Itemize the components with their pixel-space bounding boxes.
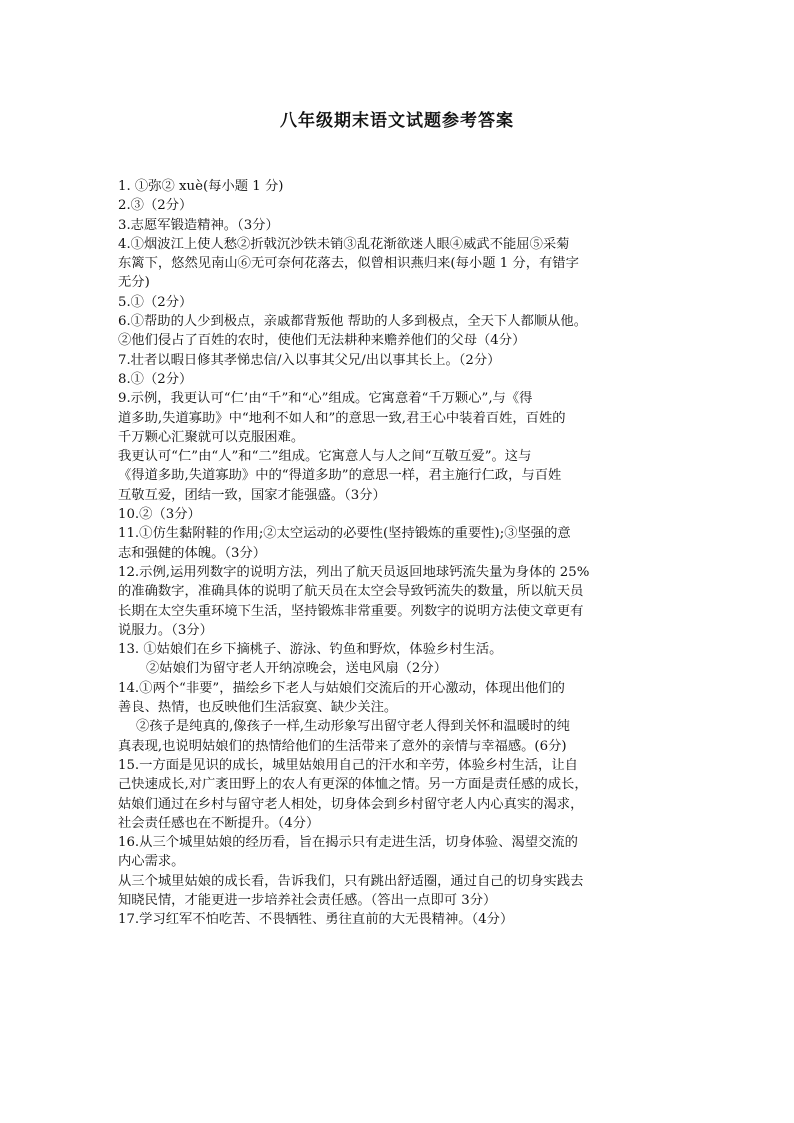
answer-line: ②姑娘们为留守老人开纳凉晚会，送电风扇（2分） [146, 661, 447, 677]
answer-list [118, 177, 688, 930]
answer-line: 14.①两个“非要”，描绘乡下老人与姑娘们交流后的开心激动，体现出他们的 [118, 680, 565, 696]
document-title: 八年级期末语文试题参考答案 [280, 111, 514, 131]
answer-line: 长期在太空失重环境下生活，坚持锻炼非常重要。列数字的说明方法使文章更有 [118, 603, 584, 619]
answer-line: 《得道多助,失道寡助》中的“得道多助”的意思一样，君主施行仁政，与百姓 [118, 468, 562, 484]
answer-line: 2.③（2分） [118, 198, 193, 214]
answer-line: 4.①烟波江上使人愁②折戟沉沙铁未销③乱花渐欲迷人眼④威武不能屈⑤采菊 [118, 236, 570, 252]
answer-line: 善良、热情，也反映他们生活寂寞、缺少关注。 [118, 700, 398, 716]
answer-line: 的准确数字，准确具体的说明了航天员在太空会导致钙流失的数量，所以航天员 [118, 584, 584, 600]
answer-line: 13. ①姑娘们在乡下摘桃子、游泳、钓鱼和野炊，体验乡村生活。 [118, 642, 503, 658]
answer-line: ②他们侵占了百姓的农时，使他们无法耕种来赡养他们的父母（4分） [118, 333, 526, 349]
answer-line: 内心需求。 [118, 854, 185, 870]
answer-line: 无分) [118, 275, 150, 291]
answer-line: 16.从三个城里姑娘的经历看，旨在揭示只有走进生活，切身体验、渴望交流的 [118, 835, 578, 851]
answer-line: 5.①（2分） [118, 294, 193, 310]
answer-line: 17.学习红军不怕吃苦、不畏牺牲、勇往直前的大无畏精神。（4分） [118, 912, 514, 928]
answer-line: 社会责任感也在不断提升。（4分） [118, 815, 320, 831]
answer-line: 8.①（2分） [118, 371, 193, 387]
answer-line: 千万颗心汇聚就可以克服困难。 [118, 429, 305, 445]
answer-line: 志和强健的体魄。（3分） [118, 545, 267, 561]
answer-line: 10.②（3分） [118, 507, 201, 523]
answer-line: 我更认可“仁”由“人”和“二”组成。它寓意人与人之间“互敬互爱”。这与 [118, 449, 532, 465]
answer-line: 真表现,也说明姑娘们的热情给他们的生活带来了意外的亲情与幸福感。(6分) [118, 738, 567, 754]
answer-line: 11.①仿生黏附鞋的作用;②太空运动的必要性(坚持锻炼的重要性);③坚强的意 [118, 526, 571, 542]
answer-line: 1. ①弥② xuè(每小题 1 分) [118, 179, 284, 194]
answer-line: 15.一方面是见识的成长，城里姑娘用自己的汗水和辛劳，体验乡村生活，让自 [118, 757, 578, 773]
answer-line: 7.壮者以暇日修其孝悌忠信/入以事其父兄/出以事其长上。（2分） [118, 352, 501, 368]
answer-line: 说服力。（3分） [118, 622, 213, 638]
answer-line: 6.①帮助的人少到极点，亲戚都背叛他 帮助的人多到极点，全天下人都顺从他。 [118, 314, 588, 330]
answer-line: 知晓民情，才能更进一步培养社会责任感。（答出一点即可 3分） [118, 892, 497, 908]
answer-line: 9.示例，我更认可“仁’由“千”和“心”组成。它寓意着“千万颗心”,与《得 [118, 391, 533, 407]
answer-line: 姑娘们通过在乡村与留守老人相处，切身体会到乡村留守老人内心真实的渴求， [118, 796, 584, 812]
answer-line: 道多助,失道寡助》中“地利不如人和”的意思一致,君王心中装着百姓，百姓的 [118, 410, 566, 426]
answer-line: 己快速成长,对广袤田野上的农人有更深的体恤之情。另一方面是责任感的成长， [118, 777, 588, 793]
answer-line: 3.志愿军锻造精神。（3分） [118, 217, 279, 233]
answer-line: 12.示例,运用列数字的说明方法，列出了航天员返回地球钙流失量为身体的 25% [118, 564, 590, 580]
answer-line: 东篱下，悠然见南山⑥无可奈何花落去，似曾相识燕归来(每小题 1 分，有错字 [118, 256, 579, 272]
answer-line: ②孩子是纯真的,像孩子一样,生动形象写出留守老人得到关怀和温暖时的纯 [136, 719, 570, 735]
answer-line: 互敬互爱，团结一致，国家才能强盛。（3分） [118, 487, 386, 503]
answer-line: 从三个城里姑娘的成长看，告诉我们，只有跳出舒适圈，通过自己的切身实践去 [118, 873, 584, 889]
